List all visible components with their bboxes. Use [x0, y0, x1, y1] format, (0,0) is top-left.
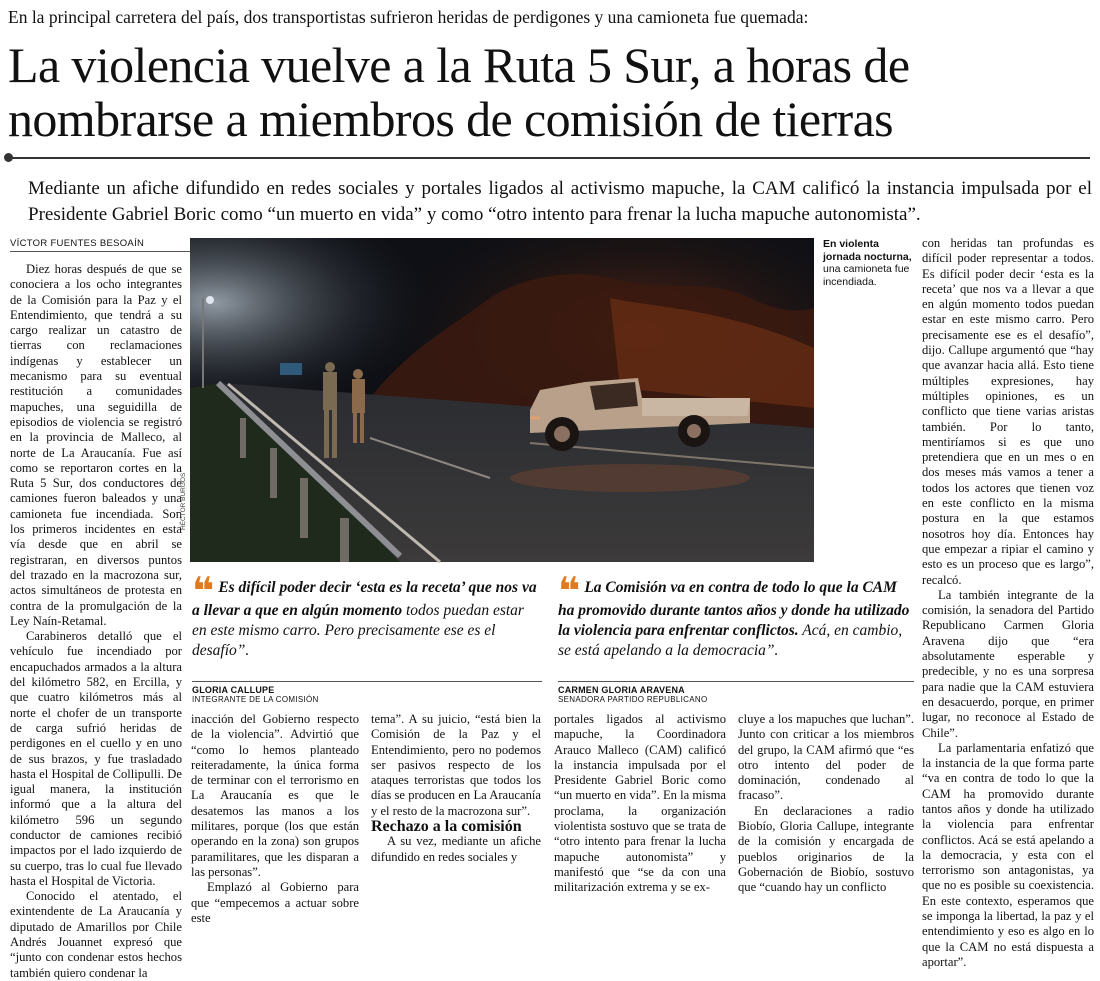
- column-3: [371, 712, 541, 878]
- column-4: [554, 712, 726, 895]
- source-name: GLORIA CALLUPE: [192, 685, 275, 695]
- paragraph: Diez horas después de que se conociera a los ocho integrantes de la Comisión para la Paz y el Entendimiento, que tendrá a su cargo realizar un catastro de tierras con reclamaciones indígenas y establecer un mecanismo para su eventual restitución a comunidades mapuches, una seguidilla de episodios de violencia se registró en la provincia de Malleco, al norte de La Araucanía. Fue así como se reportaron cortes en la Ruta 5 Sur, dos conductores de camiones fueron baleados y una camioneta fue incendiada. Son los primeros incidentes en esta vía desde que en abril se registraran, en diversos puntos del trazado en la macrozona sur, actos simultáneos de protesta en contra de la promulgación de la Ley Naín-Retamal.: [10, 262, 182, 628]
- source-role: INTEGRANTE DE LA COMISIÓN: [192, 695, 319, 704]
- paragraph: En declaraciones a radio Biobío, Gloria Callupe, integrante de la comisión y encargada de pueblos originarios de la Gobernación de Biobío, sostuvo que “cuando hay un conflicto: [738, 803, 914, 895]
- headline: La violencia vuelve a la Ruta 5 Sur, a horas de nombrarse a miembros de comisión de tierras: [8, 37, 910, 147]
- column-5: [922, 236, 1094, 969]
- caption-text: una camioneta fue incendiada.: [823, 263, 910, 288]
- paragraph: inacción del Gobierno respecto de la violencia”. Advirtió que “como lo hemos planteado reiteradamente, la única forma de terminar con el terrorismo en La Araucanía es que le desatemos las manos a los militares, porque (los que están operando en la zona) son grupos paramilitares, que les disparan a las personas”.: [191, 712, 359, 879]
- headline-rule: [8, 157, 1090, 159]
- column-2: [191, 712, 359, 925]
- column-1: [10, 262, 182, 980]
- paragraph: La también integrante de la comisión, la senadora del Partido Republicano Carmen Gloria Aravena dijo que “era absolutamente esperable y predecible, y no es una sorpresa para nadie que la CAM estuviera en desacuerdo, porque, en primer lugar, no reconoce al Estado de Chile”.: [922, 587, 1094, 740]
- source-role: SENADORA PARTIDO REPUBLICANO: [558, 695, 708, 704]
- quote-mark-icon: ❝: [192, 569, 215, 613]
- paragraph: A su vez, mediante un afiche difundido en redes sociales y: [371, 834, 541, 864]
- quote-source-callupe: [192, 681, 542, 704]
- quote-source-aravena: [558, 681, 914, 704]
- paragraph: Conocido el atentado, el exintendente de La Araucanía y diputado de Amarillos por Chile Andrés Jouannet expresó que “junto con condenar estos hechos también quiero condenar la: [10, 889, 182, 980]
- paragraph: tema”. A su juicio, “está bien la Comisión de la Paz y el Entendimiento, pero no podemos ser pasivos respecto de los ataques terroristas que todos los días se producen en La Araucanía y el resto de la macrozona sur”.: [371, 712, 541, 818]
- caption-lead: En violenta jornada nocturna,: [823, 238, 912, 263]
- quote-mark-icon: ❝: [558, 569, 581, 613]
- byline: VÍCTOR FUENTES BESOAÍN: [10, 238, 190, 252]
- pull-quote-callupe: [192, 569, 542, 661]
- rule-dot: [4, 153, 13, 162]
- quote-bold: La Comisión va en contra de todo lo que la CAM ha promovido durante tantos años y donde ha utilizado la violencia para enfrentar conflictos.: [558, 579, 910, 639]
- kicker: En la principal carretera del país, dos transportistas sufrieron heridas de perdigones y una camioneta fue quemada:: [8, 7, 809, 27]
- paragraph: Emplazó al Gobierno para que “empecemos a actuar sobre este: [191, 880, 359, 925]
- photo-credit: HÉCTOR BURGOS: [180, 472, 187, 530]
- paragraph: portales ligados al activismo mapuche, la Coordinadora Arauco Malleco (CAM) calificó la instancia impulsada por el Presidente Gabriel Boric como “un muerto en vida”. En la misma proclama, la organización violentista sostuvo que se trata de “otro intento para frenar la lucha mapuche autonomista” y manifestó que “se da con una militarización extrema y se ex-: [554, 712, 726, 895]
- deck: Mediante un afiche difundido en redes sociales y portales ligados al activismo mapuche, la CAM calificó la instancia impulsada por el Presidente Gabriel Boric como “un muerto en vida” y como “otro intento para frenar la lucha mapuche autonomista”.: [28, 178, 1092, 225]
- paragraph: Carabineros detalló que el vehículo fue incendiado por encapuchados armados a la altura del kilómetro 582, en Ercilla, y que cuatro kilómetros más al norte el chofer de un transporte de carga sufrió heridas de perdigones en el cuello y en uno de sus brazos, y fue trasladado hasta el Hospital de Collipulli. De igual manera, la institución informó que a la altura del kilómetro 596 un segundo conductor de camiones recibió impactos por el lado izquierdo de su cuerpo, tras lo cual fue llevado hasta el Hospital de Victoria.: [10, 629, 182, 888]
- photo-burned-truck: [190, 238, 814, 562]
- paragraph: con heridas tan profundas es difícil poder representar a todos. Es difícil poder decir ‘esta es la receta’ que nos va a llevar a que en algún momento todos puedan estar en este mismo carro. Pero precisamente ese es el desafío”, dijo. Callupe argumentó que “hay que avanzar hacia allá. Esto tiene múltiples expresiones, hay múltiples opiniones, es un conflicto que tiene varias aristas también. Por lo tanto, mentiríamos si es que uno pretendiera que en un mes o en dos meses más vamos a tener a todos los actores que tienen voz en este conflicto en la misma postura en la que estamos nosotros hoy día. Entonces hay que empezar a ripiar el camino y esto es un proceso que es largo”, recalcó.: [922, 236, 1094, 587]
- photo-caption: [823, 238, 915, 288]
- column-6: [738, 712, 914, 895]
- paragraph: La parlamentaria enfatizó que la instancia de la que forma parte “va en contra de todo lo que la CAM ha promovido durante tantos años y donde ha utilizado la violencia para enfrentar conflictos. Acá se está apelando a la democracia, y esta con el terrorismo son antagonistas, ya que no es posible su coexistencia. En este contexto, esperamos que se imponga la libertad, la paz y el entendimiento y eso es algo en lo que la CAM no está dispuesta a aportar”.: [922, 740, 1094, 969]
- pull-quote-aravena: [558, 569, 914, 661]
- quote-text: todos puedan estar en este mismo carro. Pero precisamente ese es el desafío”.: [192, 602, 524, 659]
- paragraph: cluye a los mapuches que luchan”. Junto con criticar a los miembros del grupo, la CAM afirmó que “es otro intento del poder de dominación, condenado al fracaso”.: [738, 712, 914, 803]
- subhead: Rechazo a la comisión: [371, 818, 522, 836]
- source-name: CARMEN GLORIA ARAVENA: [558, 685, 685, 695]
- quote-text: Acá, en cambio, se está apelando a la democracia”.: [558, 622, 903, 659]
- quote-bold: Es difícil poder decir ‘esta es la receta’ que nos va a llevar a que en algún momento: [192, 579, 537, 619]
